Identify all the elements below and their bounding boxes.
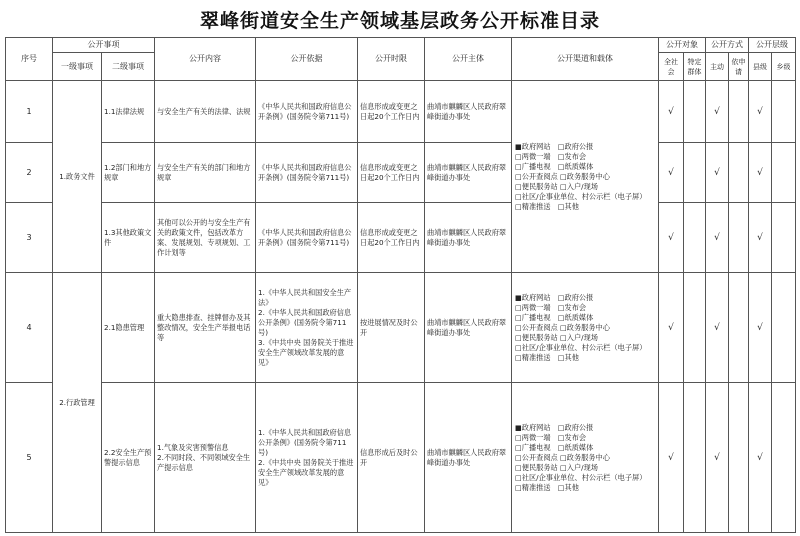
header-level2: 二级事项	[102, 53, 155, 81]
row-subject: 曲靖市麒麟区人民政府翠峰街道办事处	[425, 143, 512, 203]
header-subject: 公开主体	[425, 38, 512, 81]
row-content: 与安全生产有关的部门和地方规章	[155, 143, 256, 203]
basis-line: 2.《中华人民共和国政府信息公开条例》(国务院令第711号)	[258, 307, 352, 337]
channel-line: □社区/企事业单位、村公示栏（电子屏）	[515, 342, 647, 352]
check-target-all: √	[659, 81, 684, 143]
header-level: 公开层级	[749, 38, 796, 53]
header-row-1	[6, 38, 796, 53]
row-time: 信息形成后及时公开	[358, 383, 425, 533]
channel-line: □便民服务站 □入户/现场	[515, 181, 598, 191]
row-seq: 2	[6, 143, 53, 203]
row-subject: 曲靖市麒麟区人民政府翠峰街道办事处	[425, 273, 512, 383]
basis-line: 2.《中共中央 国务院关于推进安全生产领域改革发展的意见》	[258, 457, 354, 487]
table-row	[6, 81, 796, 143]
channel-line: □便民服务站 □入户/现场	[515, 462, 598, 472]
check-level-township	[772, 203, 796, 273]
header-method-active: 主动	[706, 53, 729, 81]
check-method-apply	[729, 143, 749, 203]
page-title: 翠峰街道安全生产领域基层政务公开标准目录	[199, 10, 600, 32]
check-level-township	[772, 81, 796, 143]
row-level2: 2.1隐患管理	[102, 273, 155, 383]
row-content: 重大隐患排查、挂牌督办及其整改情况，安全生产举报电话等	[155, 273, 256, 383]
row-content: 与安全生产有关的法律、法规	[155, 81, 256, 143]
row-seq: 3	[6, 203, 53, 273]
header-level-county: 县级	[749, 53, 772, 81]
check-method-apply	[729, 273, 749, 383]
row-content	[155, 383, 256, 533]
header-target: 公开对象	[659, 38, 706, 53]
content-line: 2.不同时段、不同领域安全生产提示信息	[157, 452, 251, 472]
check-target-all: √	[659, 383, 684, 533]
row-basis: 《中华人民共和国政府信息公开条例》(国务院令第711号)	[256, 203, 358, 273]
channel-line: ■政府网站 □政府公报	[515, 422, 594, 432]
check-method-apply	[729, 81, 749, 143]
check-method-active: √	[706, 203, 729, 273]
channel-cell	[512, 383, 659, 533]
check-target-specific	[684, 81, 706, 143]
header-basis: 公开依据	[256, 38, 358, 81]
check-method-active: √	[706, 81, 729, 143]
row-basis: 《中华人民共和国政府信息公开条例》(国务院令第711号)	[256, 81, 358, 143]
table-row	[6, 203, 796, 273]
row-level2: 1.1法律法规	[102, 81, 155, 143]
check-level-county: √	[749, 81, 772, 143]
row-level2: 1.2部门和地方规章	[102, 143, 155, 203]
channel-line: □两微一端 □发布会	[515, 151, 587, 161]
check-level-county: √	[749, 143, 772, 203]
row-seq: 5	[6, 383, 53, 533]
check-method-apply	[729, 383, 749, 533]
row-subject: 曲靖市麒麟区人民政府翠峰街道办事处	[425, 203, 512, 273]
channel-line: □公开查阅点 □政务服务中心	[515, 322, 610, 332]
check-level-township	[772, 273, 796, 383]
header-method-apply: 依申请	[729, 53, 749, 81]
channel-line: □精准推送 □其他	[515, 201, 579, 211]
table-row	[6, 273, 796, 383]
channel-line: □广播电视 □纸质媒体	[515, 161, 594, 171]
channel-line: □广播电视 □纸质媒体	[515, 312, 594, 322]
row-time: 信息形成或变更之日起20个工作日内	[358, 143, 425, 203]
check-target-all: √	[659, 273, 684, 383]
check-method-apply	[729, 203, 749, 273]
channel-line: □社区/企事业单位、村公示栏（电子屏）	[515, 191, 647, 201]
row-subject: 曲靖市麒麟区人民政府翠峰街道办事处	[425, 383, 512, 533]
row-seq: 4	[6, 273, 53, 383]
channel-line: □两微一端 □发布会	[515, 432, 587, 442]
channel-line: □便民服务站 □入户/现场	[515, 332, 598, 342]
check-level-county: √	[749, 203, 772, 273]
check-method-active: √	[706, 273, 729, 383]
row-seq: 1	[6, 81, 53, 143]
check-method-active: √	[706, 143, 729, 203]
channel-line: □广播电视 □纸质媒体	[515, 442, 594, 452]
row-level2: 2.2安全生产预警提示信息	[102, 383, 155, 533]
header-level1: 一级事项	[53, 53, 102, 81]
header-matter: 公开事项	[53, 38, 155, 53]
channel-cell	[512, 81, 659, 273]
basis-line: 3.《中共中央 国务院关于推进安全生产领域改革发展的意见》	[258, 337, 354, 367]
row-content: 其他可以公开的与安全生产有关的政策文件，包括改革方案、发展规划、专项规划、工作计划等	[155, 203, 256, 273]
header-method: 公开方式	[706, 38, 749, 53]
channel-line: □精准推送 □其他	[515, 352, 579, 362]
channel-line: □两微一端 □发布会	[515, 302, 587, 312]
row-basis: 《中华人民共和国政府信息公开条例》(国务院令第711号)	[256, 143, 358, 203]
header-level-township: 乡级	[772, 53, 796, 81]
check-target-all: √	[659, 143, 684, 203]
channel-line: ■政府网站 □政府公报	[515, 141, 594, 151]
check-level-county: √	[749, 383, 772, 533]
channel-line: □公开查阅点 □政务服务中心	[515, 452, 610, 462]
header-channel: 公开渠道和载体	[512, 38, 659, 81]
header-seq: 序号	[6, 38, 53, 81]
header-content: 公开内容	[155, 38, 256, 81]
content-line: 1.气象及灾害预警信息	[157, 442, 229, 452]
table-row	[6, 143, 796, 203]
check-method-active: √	[706, 383, 729, 533]
disclosure-table	[5, 37, 796, 533]
header-target-all: 全社会	[659, 53, 684, 81]
check-level-township	[772, 383, 796, 533]
channel-line: □精准推送 □其他	[515, 482, 579, 492]
group-label: 2.行政管理	[53, 273, 102, 533]
channel-line: ■政府网站 □政府公报	[515, 292, 594, 302]
row-time: 信息形成或变更之日起20个工作日内	[358, 81, 425, 143]
row-subject: 曲靖市麒麟区人民政府翠峰街道办事处	[425, 81, 512, 143]
check-target-specific	[684, 383, 706, 533]
header-time: 公开时限	[358, 38, 425, 81]
channel-line: □公开查阅点 □政务服务中心	[515, 171, 610, 181]
check-target-specific	[684, 273, 706, 383]
row-level2: 1.3其他政策文件	[102, 203, 155, 273]
check-target-specific	[684, 203, 706, 273]
check-level-township	[772, 143, 796, 203]
header-target-specific: 特定群体	[684, 53, 706, 81]
channel-cell	[512, 273, 659, 383]
channel-line: □社区/企事业单位、村公示栏（电子屏）	[515, 472, 647, 482]
group-label: 1.政务文件	[53, 81, 102, 273]
row-time: 信息形成或变更之日起20个工作日内	[358, 203, 425, 273]
check-target-specific	[684, 143, 706, 203]
row-basis	[256, 383, 358, 533]
basis-line: 1.《中华人民共和国安全生产法》	[258, 287, 352, 307]
row-basis	[256, 273, 358, 383]
check-target-all: √	[659, 203, 684, 273]
check-level-county: √	[749, 273, 772, 383]
row-time: 按进展情况及时公开	[358, 273, 425, 383]
basis-line: 1.《中华人民共和国政府信息公开条例》(国务院令第711号)	[258, 427, 352, 457]
table-row	[6, 383, 796, 533]
